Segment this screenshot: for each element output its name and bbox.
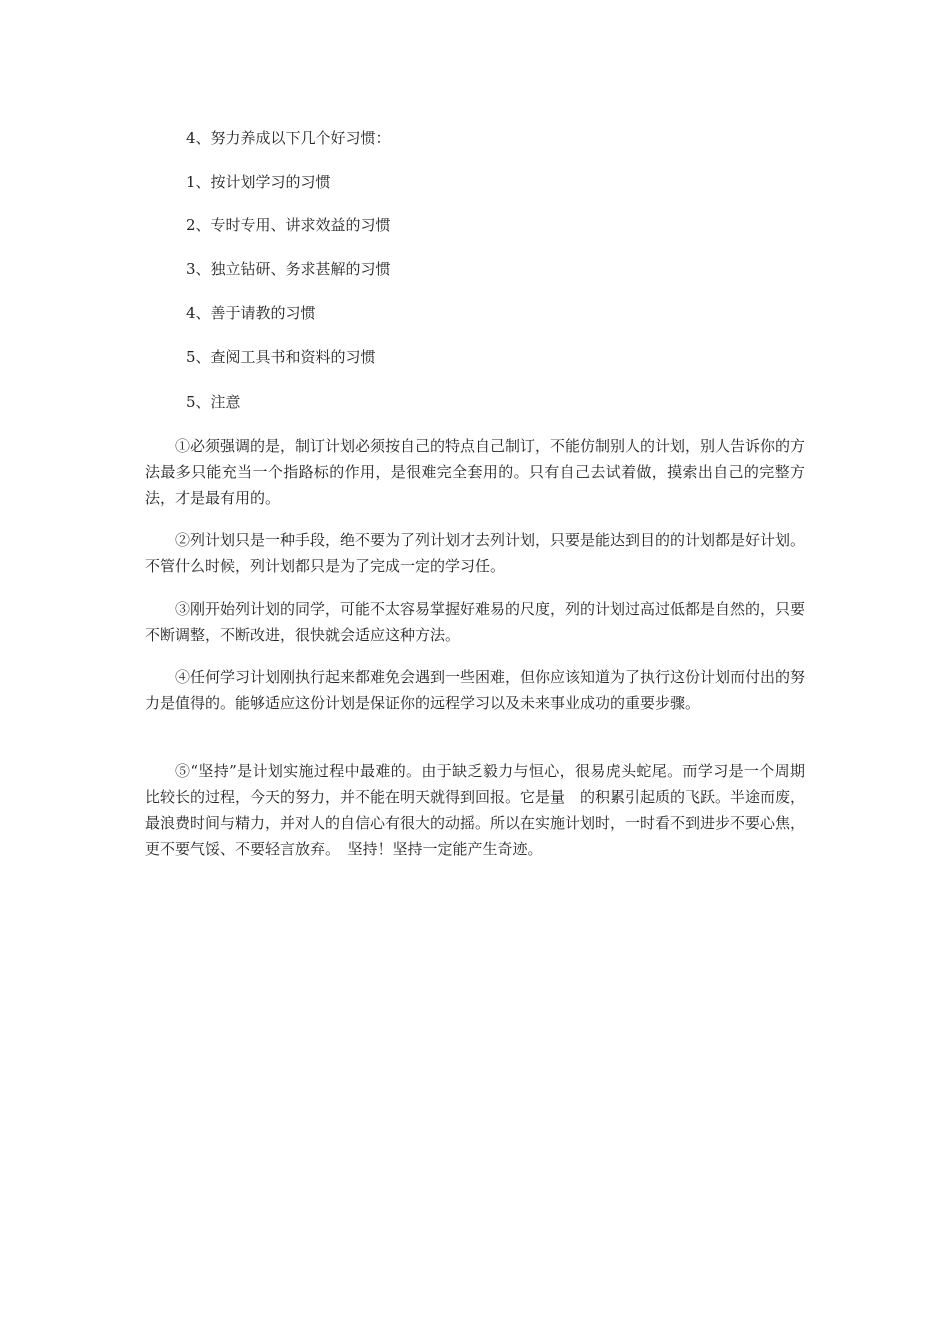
note-paragraph-2: ②列计划只是一种手段，绝不要为了列计划才去列计划，只要是能达到目的的计划都是好计划。不管什么时候，列计划都只是为了完成一定的学习任。 [145, 531, 806, 575]
note-paragraph-5: ⑤“坚持”是计划实施过程中最难的。由于缺乏毅力与恒心，很易虎头蛇尾。而学习是一个周期比较长的过程，今天的努力，并不能在明天就得到回报。它是量 的积累引起质的飞跃。半途而废，最浪费时间与精力，并对人的自信心有很大的动摇。所以在实施计划时，一时看不到进步不要心焦，更不要气馁、不要轻言放弃。 坚持！坚持一定能产生奇迹。 [145, 762, 806, 858]
note-paragraph-3: ③刚开始列计划的同学，可能不太容易掌握好难易的尺度，列的计划过高过低都是自然的，只要不断调整，不断改进，很快就会适应这种方法。 [145, 600, 806, 644]
habit-item-study: 3、独立钻研、务求甚解的习惯 [186, 260, 391, 278]
habit-item-plan: 1、按计划学习的习惯 [186, 173, 331, 191]
habit-item-reference: 5、查阅工具书和资料的习惯 [186, 348, 376, 366]
habits-heading: 4、努力养成以下几个好习惯： [186, 129, 391, 147]
notes-heading: 5、注意 [186, 393, 241, 411]
note-paragraph-4: ④任何学习计划刚执行起来都难免会遇到一些困难，但你应该知道为了执行这份计划而付出的努力是值得的。能够适应这份计划是保证你的远程学习以及未来事业成功的重要步骤。 [145, 668, 806, 712]
note-paragraph-1: ①必须强调的是，制订计划必须按自己的特点自己制订，不能仿制别人的计划，别人告诉你的方法最多只能充当一个指路标的作用，是很难完全套用的。只有自己去试着做，摸索出自己的完整方法，才是最有用的。 [145, 437, 806, 507]
habit-item-focus: 2、专时专用、讲求效益的习惯 [186, 216, 391, 234]
habit-item-ask: 4、善于请教的习惯 [186, 304, 316, 322]
